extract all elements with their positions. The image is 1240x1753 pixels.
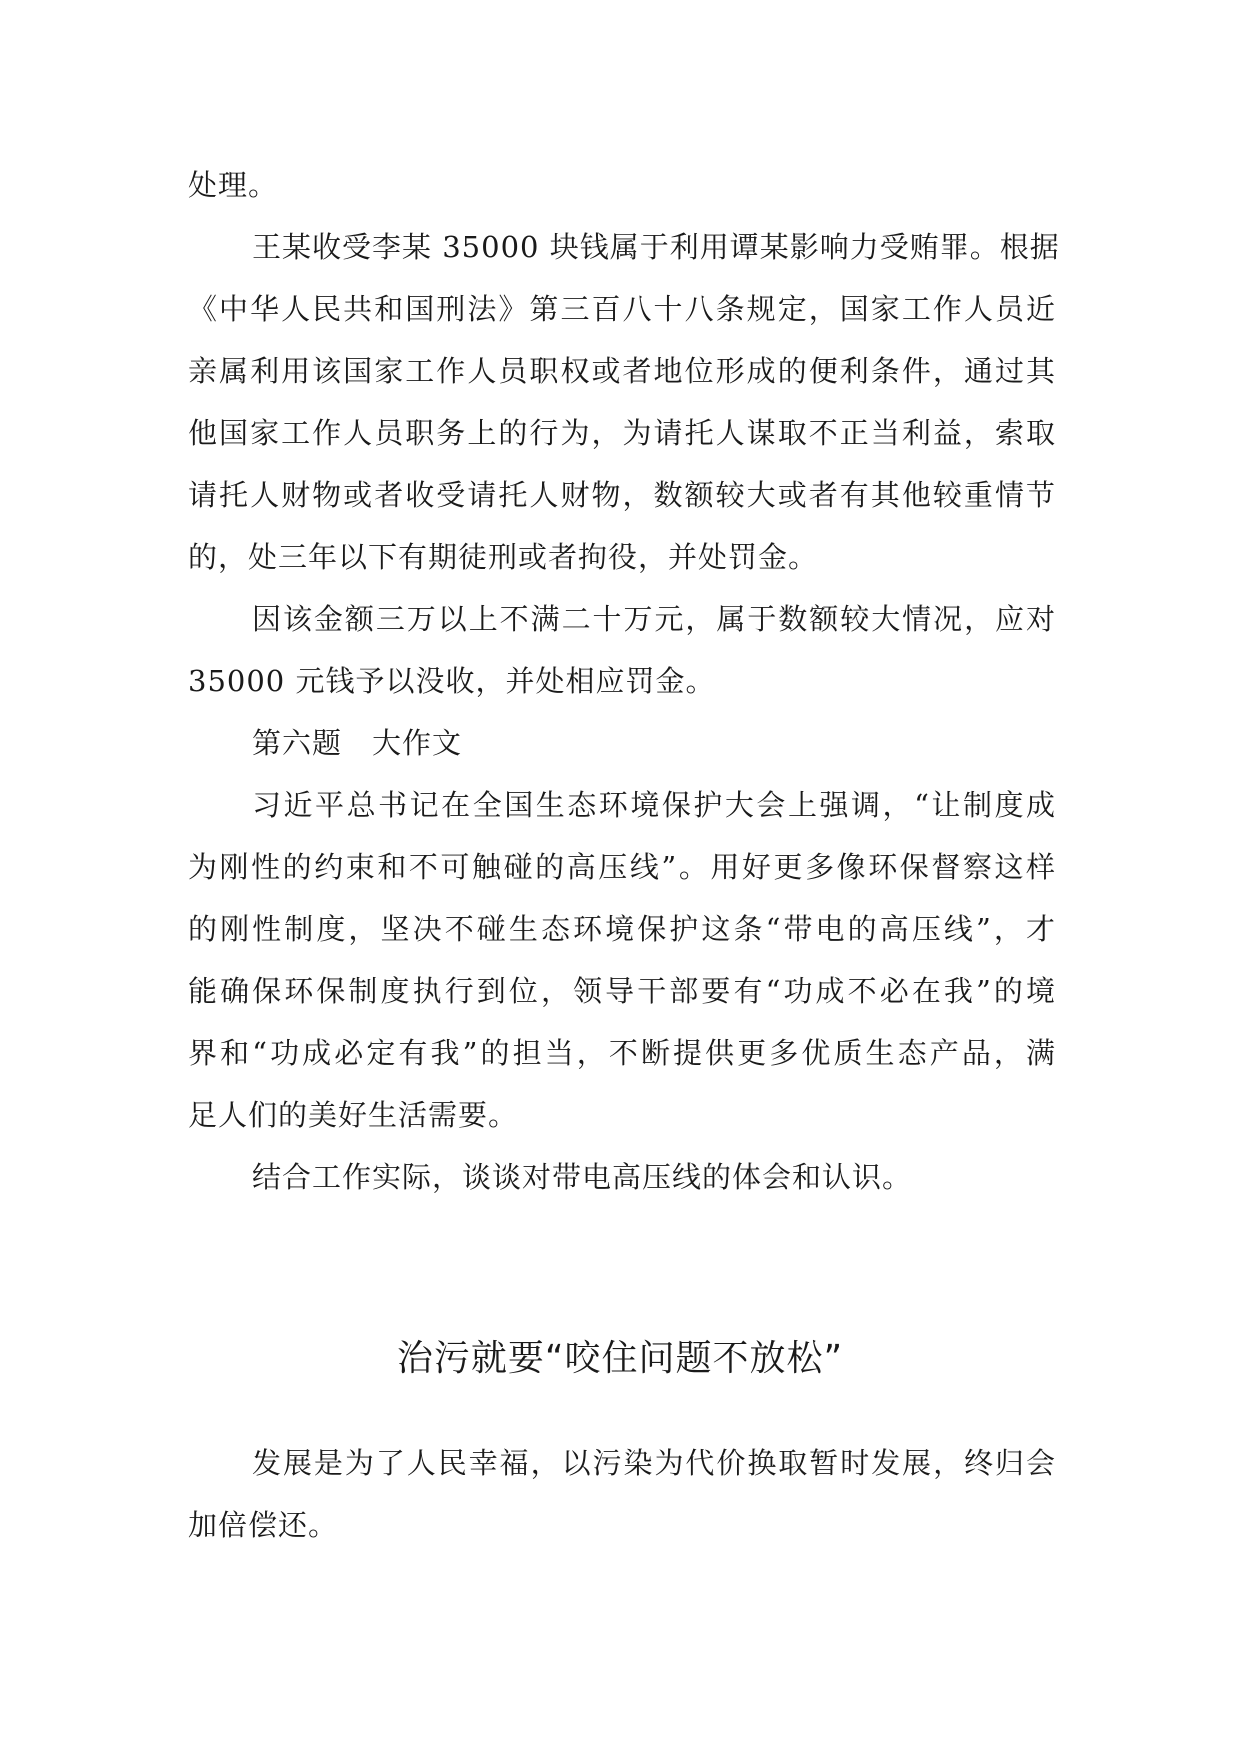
- text-line: 处理。: [188, 168, 279, 202]
- text-line: 请托人财物或者收受请托人财物，数额较大或者有其他较重情节: [188, 478, 1056, 512]
- text-line: 35000 元钱予以没收，并处相应罚金。: [188, 664, 716, 698]
- text-line: 能确保环保制度执行到位，领导干部要有“功成不必在我”的境: [188, 974, 1056, 1008]
- paragraph-first-line: 习近平总书记在全国生态环境保护大会上强调，“让制度成: [252, 788, 1056, 822]
- paragraph-first-line: 发展是为了人民幸福，以污染为代价换取暂时发展，终归会: [252, 1446, 1056, 1480]
- text-line: 亲属利用该国家工作人员职权或者地位形成的便利条件，通过其: [188, 354, 1056, 388]
- text-line: 足人们的美好生活需要。: [188, 1098, 519, 1132]
- text-line: 加倍偿还。: [188, 1508, 339, 1542]
- section-heading: 第六题 大作文: [252, 726, 463, 760]
- text-line: 为刚性的约束和不可触碰的高压线”。用好更多像环保督察这样: [188, 850, 1056, 884]
- text-line: 《中华人民共和国刑法》第三百八十八条规定，国家工作人员近: [188, 292, 1056, 326]
- essay-title: 治污就要“咬住问题不放松”: [396, 1338, 844, 1379]
- text-line: 他国家工作人员职务上的行为，为请托人谋取不正当利益，索取: [188, 416, 1056, 450]
- paragraph-first-line: 因该金额三万以上不满二十万元，属于数额较大情况，应对: [252, 602, 1056, 636]
- paragraph-first-line: 结合工作实际，谈谈对带电高压线的体会和认识。: [252, 1160, 913, 1194]
- text-line: 界和“功成必定有我”的担当，不断提供更多优质生态产品，满: [188, 1036, 1056, 1070]
- text-line: 的刚性制度，坚决不碰生态环境保护这条“带电的高压线”，才: [188, 912, 1056, 946]
- paragraph-first-line: 王某收受李某 35000 块钱属于利用谭某影响力受贿罪。根据: [252, 230, 1060, 264]
- text-line: 的，处三年以下有期徒刑或者拘役，并处罚金。: [188, 540, 819, 574]
